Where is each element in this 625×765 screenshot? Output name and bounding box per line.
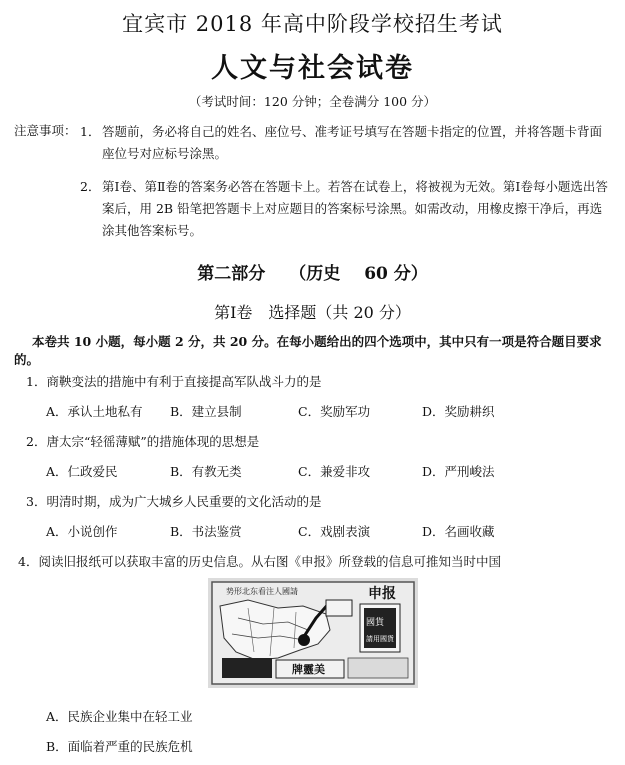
note-number: 2． xyxy=(80,179,101,194)
note-number: 1． xyxy=(80,124,101,139)
question-2-option-c: C．兼爱非攻 xyxy=(298,464,371,479)
question-1-option-d: D．奖励耕织 xyxy=(422,404,495,419)
question-4-option-b: B．面临着严重的民族危机 xyxy=(46,739,193,754)
part-title: 第二部分 xyxy=(197,264,266,284)
exam-title: 宜宾市 2018 年高中阶段学校招生考试 xyxy=(122,12,503,36)
part-score: 60 分） xyxy=(364,264,428,284)
question-4-option-a: A．民族企业集中在轻工业 xyxy=(46,709,193,724)
question-3-stem: 3．明清时期，成为广大城乡人民重要的文化活动的是 xyxy=(26,494,322,509)
question-3-option-d: D．名画收藏 xyxy=(422,524,495,539)
part-heading xyxy=(0,259,625,284)
newspaper-image xyxy=(208,578,418,688)
question-1-option-a: A．承认土地私有 xyxy=(46,404,143,419)
question-4-stem: 4．阅读旧报纸可以获取丰富的历史信息。从右图《申报》所登载的信息可推知当时中国 xyxy=(18,554,501,569)
part-subject: （历史 xyxy=(289,264,341,284)
question-2-stem: 2．唐太宗“轻徭薄赋”的措施体现的思想是 xyxy=(26,434,260,449)
question-1-option-c: C．奖励军功 xyxy=(298,404,371,419)
volume-heading: 第Ⅰ卷 选择题（共 20 分） xyxy=(214,303,411,322)
ad-domestic-goods: 國貨 xyxy=(366,618,385,628)
note-item-1 xyxy=(80,121,610,165)
question-2-option-d: D．严刑峻法 xyxy=(422,464,495,479)
question-3-option-a: A．小说创作 xyxy=(46,524,118,539)
newspaper-name: 申报 xyxy=(368,586,396,602)
ad-please-use: 請用國貨 xyxy=(366,635,394,643)
question-3-option-b: B．书法鉴赏 xyxy=(170,524,242,539)
question-2-option-b: B．有教无类 xyxy=(170,464,242,479)
note-item-2 xyxy=(80,176,610,242)
question-1-option-b: B．建立县制 xyxy=(170,404,242,419)
map-caption: 势形北东看注人國請 xyxy=(226,587,298,596)
paper-title: 人文与社会试卷 xyxy=(211,53,414,84)
note-text: 答题前，务必将自己的姓名、座位号、准考证号填写在答题卡指定的位置，并将答题卡背面座位号对应标号涂黑。 xyxy=(102,124,603,161)
section-instructions: 本卷共 10 小题，每小题 2 分，共 20 分。在每小题给出的四个选项中，其中只有一项是符合题目要求的。 xyxy=(14,334,602,367)
note-text: 第Ⅰ卷、第Ⅱ卷的答案务必答在答题卡上。若答在试卷上，将被视为无效。第Ⅰ卷每小题选出答案后，用 2B 铅笔把答题卡上对应题目的答案标号涂黑。如需改动，用橡皮擦干净后，再选涂其他答案标号。 xyxy=(102,179,608,238)
question-2-option-a: A．仁政爱民 xyxy=(46,464,118,479)
ad-brand: 牌靈美 xyxy=(292,663,325,676)
notes-label: 注意事项： xyxy=(14,123,77,138)
time-note: （考试时间：120 分钟；全卷满分 100 分） xyxy=(188,94,437,109)
question-1-stem: 1．商鞅变法的措施中有利于直接提高军队战斗力的是 xyxy=(26,374,322,389)
question-3-option-c: C．戏剧表演 xyxy=(298,524,371,539)
newspaper-figure xyxy=(208,578,418,688)
